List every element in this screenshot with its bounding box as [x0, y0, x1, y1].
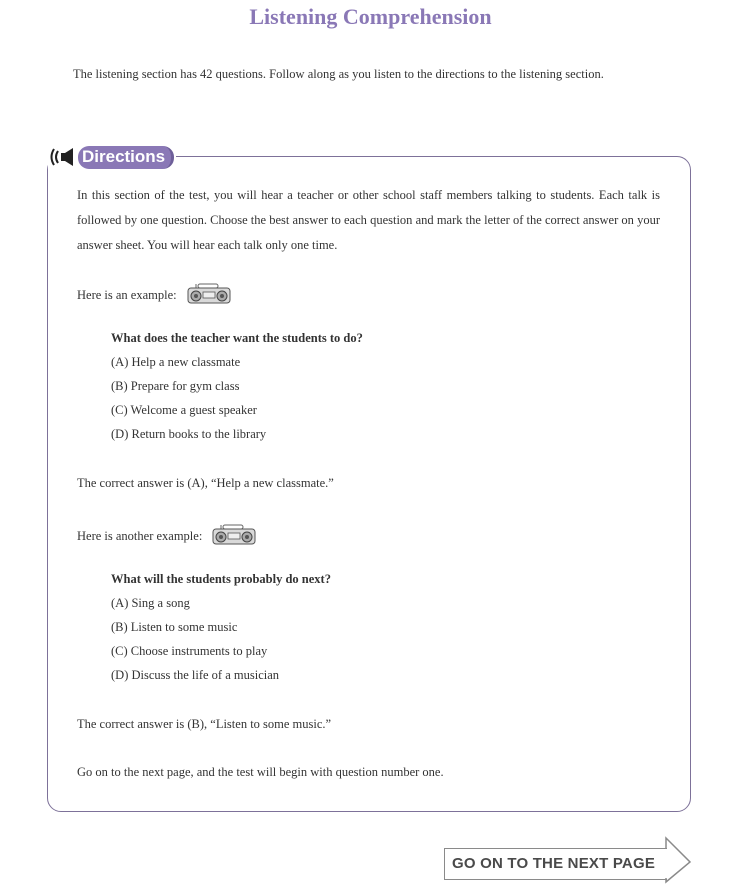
next-page-label: GO ON TO THE NEXT PAGE — [452, 855, 656, 872]
example-2-intro-row — [77, 524, 257, 550]
example-1-option-d: (D) Return books to the library — [111, 427, 267, 441]
page-title: Listening Comprehension — [249, 4, 492, 29]
radio-icon — [211, 524, 257, 550]
example-2-option-d: (D) Discuss the life of a musician — [111, 668, 280, 682]
directions-paragraph: In this section of the test, you will hear a teacher or other school staff members talking to students. Each talk is followed by one question. Choose the best answer to each question and mark the letter of the correct answer on your answer sheet. You will hear each talk only one time. — [77, 188, 660, 252]
intro-text: The listening section has 42 questions. Follow along as you listen to the directions to the listening section. — [73, 67, 604, 81]
closing-text: Go on to the next page, and the test will begin with question number one. — [77, 765, 444, 779]
example-1-answer: The correct answer is (A), “Help a new classmate.” — [77, 476, 334, 490]
example-2-intro: Here is another example: — [77, 528, 203, 543]
example-1-option-a: (A) Help a new classmate — [111, 355, 241, 369]
directions-tab — [48, 143, 176, 171]
example-1-question: What does the teacher want the students to do? — [111, 331, 363, 345]
directions-label: Directions — [78, 146, 174, 169]
example-2-question: What will the students probably do next? — [111, 572, 331, 586]
example-2-option-c: (C) Choose instruments to play — [111, 644, 268, 658]
example-1-intro-row — [77, 283, 232, 309]
example-2-option-a: (A) Sing a song — [111, 596, 190, 610]
speaker-icon — [48, 146, 76, 168]
example-2-option-b: (B) Listen to some music — [111, 620, 238, 634]
example-1-option-c: (C) Welcome a guest speaker — [111, 403, 257, 417]
example-2-answer: The correct answer is (B), “Listen to some music.” — [77, 717, 332, 731]
radio-icon — [186, 283, 232, 309]
arrow-right-icon — [640, 836, 696, 889]
example-1-option-b: (B) Prepare for gym class — [111, 379, 240, 393]
example-1-intro: Here is an example: — [77, 287, 177, 302]
